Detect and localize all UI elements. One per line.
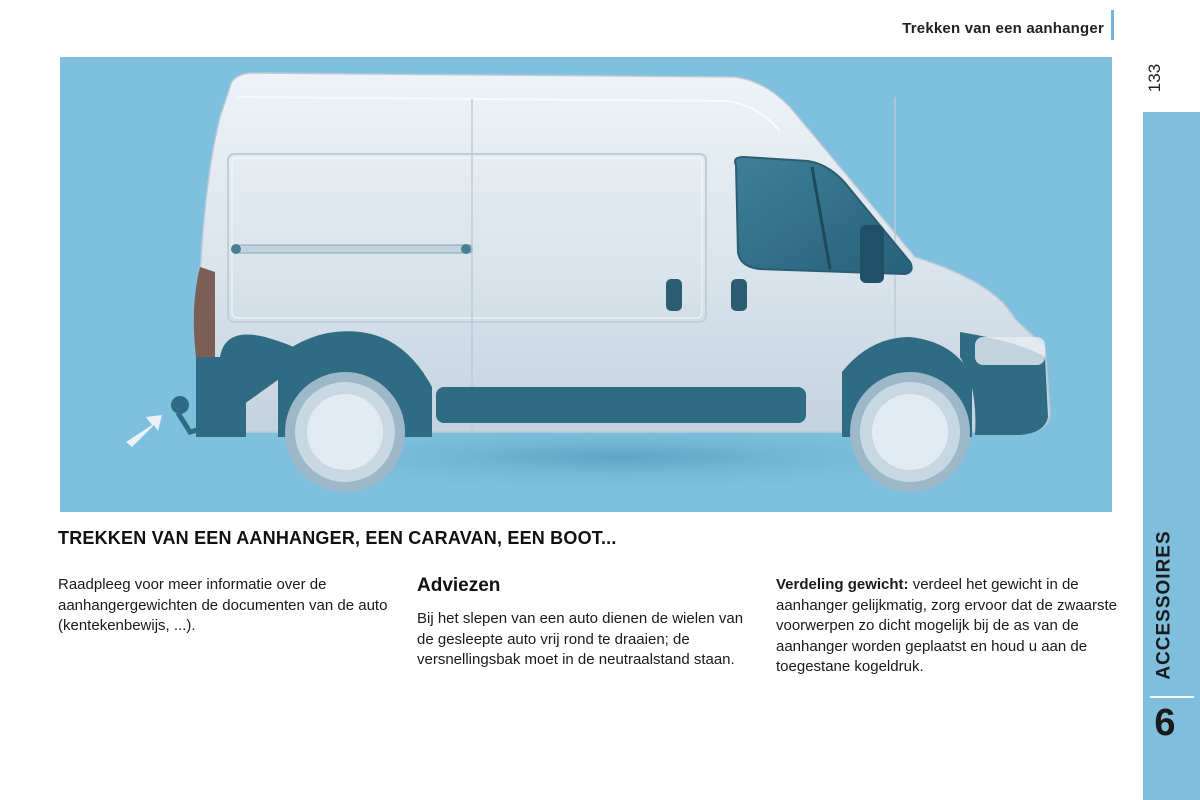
- chapter-label-text: ACCESSOIRES: [1154, 530, 1175, 680]
- chapter-label: [1143, 520, 1187, 690]
- chapter-tab-divider: [1150, 696, 1194, 698]
- rear-wheel: [285, 372, 405, 492]
- weight-lead: Verdeling gewicht:: [776, 576, 909, 593]
- tow-ball-pointer: [126, 415, 162, 447]
- van-illustration: [60, 57, 1112, 512]
- cab-window: [735, 157, 912, 274]
- tow-ball: [171, 396, 189, 414]
- sliding-door-rail: [232, 245, 472, 253]
- van-drawing: [60, 57, 1112, 512]
- info-paragraph: Raadpleeg voor meer informatie over de aanhangergewichten de documenten van de auto (kentekenbewijs, ...).: [58, 576, 388, 634]
- advice-heading: Adviezen: [417, 575, 501, 596]
- advice-paragraph: Bij het slepen van een auto dienen de wielen van de gesleepte auto vrij rond te draaien; de versnellingsbak moet in de neutraalstand staan.: [417, 610, 744, 668]
- column-info: [58, 575, 403, 637]
- rear-light: [194, 267, 215, 357]
- side-skirt: [436, 387, 806, 423]
- header-divider: [1111, 10, 1114, 40]
- weight-text: verdeel het gewicht in de aanhanger gelijkmatig, zorg ervoor dat de zwaarste voorwerpen zo dicht mogelijk bij de as van de aanhanger worden geplaatst en houd u aan de toegestane kogeldruk.: [776, 576, 1118, 675]
- running-header-title: Trekken van een aanhanger: [902, 20, 1104, 37]
- front-wheel: [850, 372, 970, 492]
- chapter-number: 6: [1154, 702, 1176, 744]
- column-weight-distribution: [776, 575, 1121, 678]
- section-heading: TREKKEN VAN EEN AANHANGER, EEN CARAVAN, EEN BOOT...: [58, 528, 617, 548]
- weight-paragraph: [776, 575, 1121, 678]
- column-advice: [417, 575, 762, 671]
- door-handle: [666, 279, 682, 311]
- side-mirror: [860, 225, 884, 283]
- page-number-text: 133: [1145, 63, 1164, 93]
- page-number: [1140, 58, 1170, 98]
